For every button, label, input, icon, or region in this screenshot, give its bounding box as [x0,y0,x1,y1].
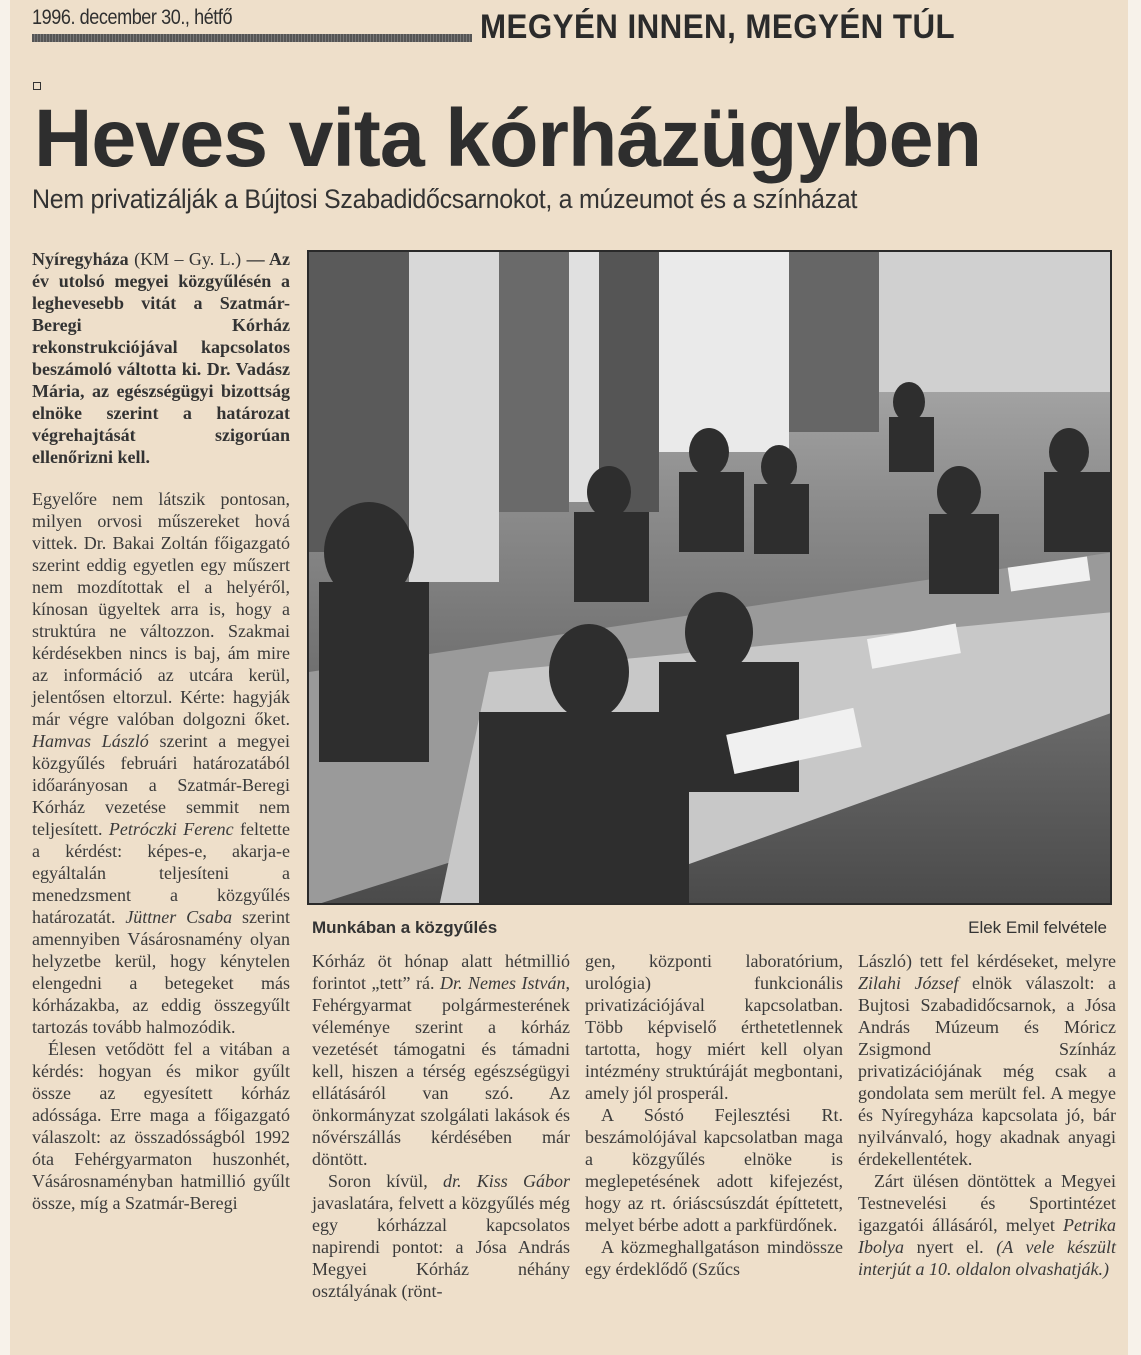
paragraph: A Sóstó Fejlesztési Rt. beszámolójával kapcsolatban maga a közgyűlés elnöke is meglepetésének adott kifejezést, hogy az rt. óriáscsúszdát építtetett, melyet bérbe adott a parkfürdőnek. [585,1105,843,1235]
text: László) tett fel kérdéseket, melyre [858,951,1116,971]
person-name: Petrika Ibolya [858,1215,1116,1257]
photo-credit: Elek Emil felvétele [968,918,1107,937]
article-column-4 [858,950,1116,1280]
dateline-city: Nyíregyháza [32,249,129,269]
text: feltette a kérdést: képes-e, akarja-e egyáltalán teljesíteni a menedzsment a közgyűlés határozatát. [32,819,290,927]
paragraph [32,488,290,1038]
square-marker-icon [33,82,41,90]
person-name: dr. Kiss Gábor [442,1171,570,1191]
article-column-2 [312,950,570,1302]
cross-reference: (A vele készült interjút a 10. oldalon olvashatják.) [858,1237,1116,1279]
text: Zárt ülésen döntöttek a Megyei Testnevelési és Sportintézet igazgatói állásáról, melyet [858,1171,1116,1235]
paragraph [858,950,1116,1170]
meeting-photo [307,250,1112,905]
meeting-photo-image [309,252,1112,905]
article-column-3 [585,950,843,1280]
person-name: Hamvas László [32,731,149,751]
paragraph [312,950,570,1170]
paragraph: Élesen vetődött fel a vitában a kérdés: hogyan és mikor gyűlt össze az egyesített kórház adóssága. Erre maga a főigazgató válaszolt: az összadósságból 1992 óta Fehérgyarmaton huszonhét, Vásárosnaményban hatmillió gyűlt össze, míg a Szatmár-Beregi [32,1039,290,1213]
paragraph [312,1170,570,1302]
headline: Heves vita kórházügyben [34,93,981,184]
text: Soron kívül, [328,1171,443,1191]
text: javaslatára, felvett a közgyűlés még egy kórházzal kapcsolatos napirendi pontot: a Jósa András Megyei Kórház néhány osztályának (rönt- [312,1193,570,1301]
text: szerint amennyiben Vásárosnamény olyan helyzetbe kerül, hogy kénytelen elengedni a betegeket más kórházakba, az eddig összegyűlt tartozás tovább halmozódik. [32,907,291,1037]
person-name: Dr. Nemes István [439,973,566,993]
person-name: Zilahi József [858,973,959,993]
paragraph: A közmeghallgatáson mindössze egy érdeklődő (Szűcs [585,1237,843,1279]
text: nyert el. [903,1237,997,1257]
person-name: Petróczki Ferenc [108,819,234,839]
paragraph: gen, központi laboratórium, urológia) funkcionális privatizációjával kapcsolatban. Több képviselő érthetetlennek tartotta, hogy miért kell olyan intézmény struktúráját megbontani, amely jól prosperál. [585,951,843,1103]
text: szerint a megyei közgyűlés februári határozatából időarányosan a Szatmár-Beregi Kórház vezetése semmit nem teljesített. [32,731,291,839]
paragraph [858,1170,1116,1280]
photo-caption: Munkában a közgyűlés [312,918,498,937]
person-name: Jüttner Csaba [125,907,233,927]
dateline-source: (KM – Gy. L.) [128,249,242,269]
section-title: MEGYÉN INNEN, MEGYÉN TÚL [480,8,956,46]
article-column-1 [32,248,290,1214]
text: elnök válaszolt: a Bujtosi Szabadidőcsarnok, a Jósa András Múzeum és Móricz Zsigmond Színház privatizációjának még csak a gondolata sem merült fel. A megye és Nyíregyháza kapcsolata jó, bár nyilvánvaló, hogy akadnak anyagi érdekellentétek. [858,973,1116,1169]
lead-text: — Az év utolsó megyei közgyűlésén a leghevesebb vitát a Szatmár-Beregi Kórház rekonstrukciójával kapcsolatos beszámoló váltotta ki. Dr. Vadász Mária, az egészségügyi bizottság elnöke szerint a határozat végrehajtását szigorúan ellenőrizni kell. [32,249,290,467]
subtitle: Nem privatizálják a Bújtosi Szabadidőcsarnokot, a múzeumot és a színházat [32,184,858,214]
issue-date: 1996. december 30., hétfő [32,6,233,29]
text: Kórház öt hónap alatt hétmillió forintot „tett” rá. [312,951,570,993]
text: Egyelőre nem látszik pontosan, milyen orvosi műszereket hová vittek. Dr. Bakai Zoltán főigazgató szerint eddig egyetlen egy műszert nem mozdítottak el a helyéről, kínosan ügyeltek arra is, hogy a struktúra ne változzon. Szakmai kérdésekben nincs is baj, ám mire az információ az utcára kerül, jelentősen eltorzul. Kérte: hagyják már végre valóban dolgozni őket. [32,489,290,729]
header-rule [32,34,472,42]
text: , Fehérgyarmat polgármesterének véleménye szerint a kórház vezetését támogatni és támadni kell, hiszen a térség egészségügyi ellátásáról van szó. Az önkormányzat szolgálati lakások és nővérszállás kérdésében már döntött. [312,973,570,1169]
lead-paragraph [32,248,290,468]
